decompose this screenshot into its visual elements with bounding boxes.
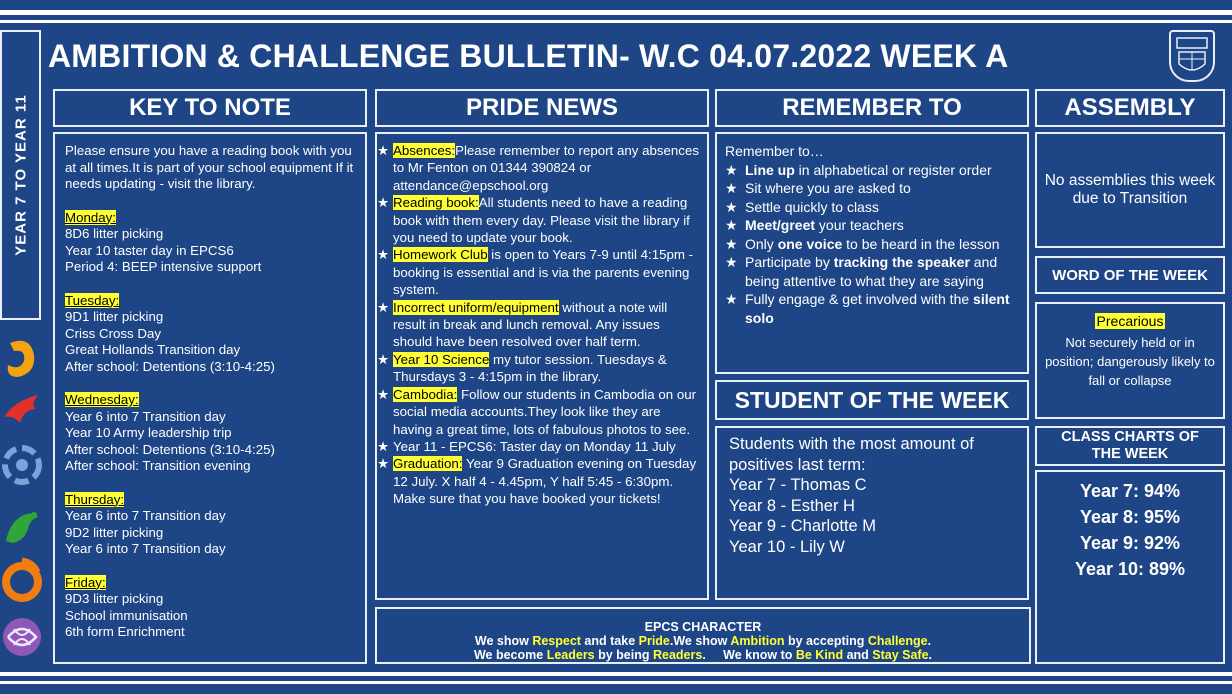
news-item-text: [393, 438, 676, 455]
remember-item: [725, 290, 1019, 327]
news-item-body: Follow our students in Cambodia on our social media accounts.They look like they are having a great time, lots of fabulous photos to see.: [393, 386, 697, 437]
bottom-stripe: [0, 672, 1232, 676]
key-day-item: School immunisation: [65, 607, 188, 623]
remember-rest: your teachers: [815, 217, 904, 233]
key-day: [65, 210, 355, 227]
student-of-week-panel: [715, 426, 1029, 600]
key-to-note-header: KEY TO NOTE: [53, 89, 367, 127]
star-icon: ★: [377, 456, 389, 472]
key-day: [65, 575, 355, 592]
serpent-orange-icon: [0, 556, 44, 606]
class-charts-header: CLASS CHARTS OF THE WEEK: [1035, 426, 1225, 466]
knot-purple-icon: [0, 611, 44, 661]
key-gap: [65, 276, 355, 293]
character-text: We become: [473, 648, 547, 662]
remember-bold: one voice: [777, 235, 843, 252]
key-gap: [65, 193, 355, 210]
character-text: by accepting: [784, 634, 868, 648]
word-of-week-panel: [1035, 302, 1225, 419]
remember-item: [725, 179, 1019, 198]
pride-news-list: [377, 142, 701, 508]
bird-red-icon: [0, 387, 44, 437]
star-icon: ★: [725, 198, 738, 215]
remember-item: [725, 253, 1019, 290]
star-icon: ★: [725, 254, 738, 270]
news-item-tag: Cambodia:: [393, 386, 458, 402]
news-item-text: [393, 455, 701, 507]
remember-pre: Fully engage & get involved with the: [745, 291, 974, 307]
class-chart-row: Year 9: 92%: [1079, 533, 1181, 553]
class-charts-list: [1037, 478, 1223, 582]
pride-news-panel: [375, 132, 709, 600]
star-icon: ★: [377, 143, 389, 158]
news-item-text: [393, 246, 701, 298]
news-item-tag: Graduation:: [393, 456, 463, 472]
word-of-week-header: WORD OF THE WEEK: [1035, 256, 1225, 294]
remember-rest: Settle quickly to class: [745, 198, 879, 215]
assembly-text: No assemblies this week due to Transition: [1044, 172, 1216, 207]
news-item-body: is open to Years 7-9 until 4:15pm - booking is essential and is via the parents evening system.: [393, 247, 694, 298]
remember-item-text: [745, 179, 911, 198]
key-day-item: 6th form Enrichment: [65, 624, 185, 639]
news-item-text: [393, 194, 701, 246]
remember-item-text: [745, 290, 1019, 327]
character-text: We show: [474, 634, 533, 648]
character-text: and: [843, 648, 873, 662]
news-item-body: without a note will result in break and lunch removal. Any issues should have been resolved over half term.: [393, 299, 668, 350]
remember-bold: Line up: [745, 161, 795, 178]
remember-item-text: [745, 235, 1000, 254]
remember-rest: in alphabetical or register order: [794, 161, 992, 178]
news-item-body: Year 9 Graduation evening on Tuesday 12 July. X half 4 - 4.45pm, Y half 5:45 - 6:30pm. Make sure that you have booked your tickets!: [393, 456, 697, 507]
remember-item: [725, 216, 1019, 235]
key-day-item: After school: Detentions (3:10-4:25): [65, 441, 275, 457]
news-item-text: [393, 142, 701, 194]
remember-item-text: [745, 216, 904, 235]
remember-intro: Remember to…: [725, 143, 824, 159]
key-day-label: Thursday:: [65, 491, 125, 507]
character-text: .We show: [669, 634, 731, 648]
remember-pre: Only: [745, 235, 778, 252]
remember-item-text: [745, 253, 1019, 290]
news-item-tag: Absences:: [393, 143, 456, 158]
year-range-text: YEAR 7 TO YEAR 11: [12, 94, 29, 256]
word-of-week: Precarious: [1096, 313, 1164, 329]
news-item: [377, 246, 701, 298]
star-icon: ★: [725, 291, 738, 307]
key-day: [65, 492, 355, 509]
star-icon: ★: [377, 247, 389, 263]
remember-bold: tracking the speaker: [833, 254, 970, 270]
class-chart-row: Year 8: 95%: [1079, 507, 1181, 527]
news-item-text: [393, 351, 701, 386]
news-item: [377, 299, 701, 351]
character-keyword: Readers: [652, 648, 703, 662]
student-intro: Students with the most amount of positives last term:: [729, 435, 974, 474]
epcs-character-panel: [375, 607, 1031, 664]
news-item: [377, 386, 701, 438]
character-line-1: [377, 634, 1029, 648]
remember-pre: Participate by: [745, 254, 834, 270]
key-day: [65, 293, 355, 310]
swirl-blue-icon: [0, 441, 44, 491]
top-stripe: [0, 10, 1232, 15]
news-item: [377, 194, 701, 246]
student-winner: Year 10 - Lily W: [729, 537, 845, 556]
star-icon: ★: [377, 351, 389, 367]
key-day-item: After school: Detentions (3:10-4:25): [65, 358, 275, 374]
key-to-note-panel: [53, 132, 367, 664]
news-item-tag: Year 10 Science: [393, 351, 490, 367]
assembly-header: ASSEMBLY: [1035, 89, 1225, 127]
student-winner: Year 9 - Charlotte M: [729, 517, 877, 535]
remember-item-text: [745, 161, 992, 180]
key-day-item: 9D2 litter picking: [65, 524, 164, 540]
key-day-item: Year 6 into 7 Transition day: [65, 408, 226, 424]
star-icon: ★: [725, 161, 738, 178]
key-days-list: [65, 193, 355, 641]
key-day-item: 9D1 litter picking: [65, 309, 164, 324]
news-item-body: Year 11 - EPCS6: Taster day on Monday 11 July: [393, 438, 676, 454]
remember-rest: to be heard in the lesson: [842, 235, 1000, 252]
news-item-text: [393, 299, 701, 351]
remember-item: [725, 161, 1019, 180]
page-title: AMBITION & CHALLENGE BULLETIN- W.C 04.07.2022 WEEK A: [48, 38, 1009, 74]
key-day-item: Criss Cross Day: [65, 325, 162, 341]
key-day-item: Great Hollands Transition day: [65, 342, 241, 357]
school-crest-icon: [1169, 30, 1215, 82]
dragon-orange-icon: [0, 333, 44, 383]
news-item-tag: Reading book:: [393, 195, 479, 211]
key-day-label: Monday:: [65, 209, 116, 225]
character-text: and take: [580, 634, 639, 648]
news-item-body: All students need to have a reading book with them every day. Please visit the library if you need to update your book.: [393, 195, 690, 246]
remember-list: [725, 161, 1019, 328]
word-definition: Not securely held or in position; dangerously likely to fall or collapse: [1045, 335, 1215, 388]
character-keyword: Leaders: [546, 648, 595, 662]
student-of-week-header: STUDENT OF THE WEEK: [715, 380, 1029, 420]
character-text: . We know to: [702, 648, 796, 662]
remember-rest: Sit where you are asked to: [745, 180, 911, 196]
student-list: [729, 475, 1015, 557]
remember-to-panel: [715, 132, 1029, 374]
character-text: by being: [594, 648, 653, 662]
class-chart-row: Year 7: 94%: [1079, 481, 1181, 501]
assembly-panel: [1035, 132, 1225, 248]
key-day-item: 8D6 litter picking: [65, 226, 164, 241]
news-item: [377, 142, 701, 194]
character-text: .: [928, 648, 933, 662]
key-gap: [65, 475, 355, 492]
key-day-label: Wednesday:: [65, 392, 139, 407]
character-keyword: Challenge: [867, 634, 928, 648]
student-winner: Year 7 - Thomas C: [729, 476, 867, 494]
key-day-label: Tuesday:: [65, 292, 120, 308]
key-gap: [65, 375, 355, 392]
star-icon: ★: [377, 195, 389, 211]
remember-bold: silent solo: [745, 291, 1010, 326]
news-item-body: my tutor session. Tuesdays & Thursdays 3 - 4:15pm in the library.: [393, 351, 667, 385]
year-range-label: [0, 30, 41, 320]
student-winner: Year 8 - Esther H: [729, 496, 855, 515]
character-heading: EPCS CHARACTER: [644, 620, 762, 634]
star-icon: ★: [725, 180, 738, 196]
key-day-item: Period 4: BEEP intensive support: [65, 259, 262, 274]
key-day-item: After school: Transition evening: [65, 458, 251, 473]
character-keyword: Be Kind: [795, 648, 844, 662]
news-item-body: Please remember to report any absences to Mr Fenton on 01344 390824 or attendance@epschool.org: [393, 143, 699, 193]
class-chart-row: Year 10: 89%: [1074, 559, 1186, 579]
news-item: [377, 351, 701, 386]
star-icon: ★: [377, 299, 389, 315]
news-item: [377, 438, 701, 455]
key-intro: Please ensure you have a reading book with you at all times.It is part of your school equipment If it needs updating - visit the library.: [65, 143, 354, 191]
key-day-item: Year 6 into 7 Transition day: [65, 541, 226, 556]
remember-rest: and being attentive to what they are saying: [745, 254, 998, 289]
key-day: [65, 392, 355, 409]
character-keyword: Ambition: [730, 634, 785, 648]
character-text: .: [927, 634, 932, 648]
star-icon: ★: [377, 438, 389, 454]
news-item-tag: Incorrect uniform/equipment: [393, 299, 559, 315]
character-keyword: Stay Safe: [872, 648, 929, 662]
character-keyword: Respect: [532, 634, 581, 648]
star-icon: ★: [725, 235, 738, 252]
lizard-green-icon: [0, 501, 44, 551]
star-icon: ★: [377, 386, 389, 402]
key-day-label: Friday:: [65, 574, 106, 590]
key-day-item: 9D3 litter picking: [65, 591, 164, 606]
key-day-item: Year 6 into 7 Transition day: [65, 508, 226, 523]
remember-bold: Meet/greet: [745, 217, 816, 233]
key-gap: [65, 558, 355, 575]
class-charts-panel: [1035, 470, 1225, 664]
bottom-stripe-thin: [0, 681, 1232, 684]
news-item: [377, 455, 701, 507]
news-item-tag: Homework Club: [393, 247, 488, 263]
character-keyword: Pride: [638, 634, 670, 648]
remember-item-text: [745, 198, 879, 217]
top-stripe-thin: [0, 20, 1232, 23]
pride-news-header: PRIDE NEWS: [375, 89, 709, 127]
key-day-item: Year 10 taster day in EPCS6: [65, 242, 234, 258]
remember-item: [725, 198, 1019, 217]
remember-to-header: REMEMBER TO: [715, 89, 1029, 127]
key-day-item: Year 10 Army leadership trip: [65, 425, 232, 440]
remember-item: [725, 235, 1019, 254]
character-line-2: [377, 648, 1029, 662]
star-icon: ★: [725, 217, 738, 233]
news-item-text: [393, 386, 701, 438]
